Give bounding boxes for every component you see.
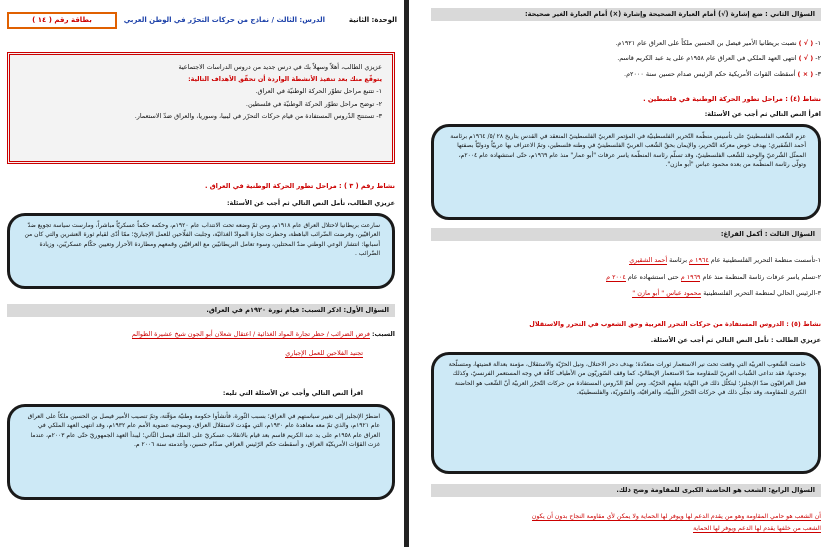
- goal-item: ١- تتتبع مراحل تطوّر الحركة الوطنيّة في العراق.: [255, 87, 382, 96]
- activity-3-title: نشاط رقم ( ٣ ) : مراحل تطور الحركة الوطنية في العراق .: [204, 182, 395, 190]
- question-4-answer: [431, 511, 821, 535]
- answer-line: الشعب من خلفها يقدم لها الدعم ويوفر لها الحماية: [693, 524, 821, 532]
- question-1-answer: [7, 330, 395, 339]
- blank-answer: ١٩٦٩ م: [680, 272, 701, 281]
- expected-goals-heading: يتوقّع منك بعد تنفيذ الأنشطة الواردة أن تحقّق الأهداف التالية:: [188, 75, 382, 84]
- question-1-bar: [7, 304, 395, 317]
- question-3-bar: [431, 228, 821, 241]
- card-number-box: [7, 12, 117, 29]
- true-false-item: ٢- ( √ ) انتهى العهد الملكي في العراق عام ١٩٥٨م على يد عبد الكريم قاسم.: [617, 54, 821, 63]
- iraq-occupation-text: سارعت بريطانيا لاحتلال العراق عام ١٩١٨م، ومن ثمّ وضعه تحت الانتداب عام ١٩٢٠م، وحكمه حكماً عسكريّاً مباشراً، ومارست سياسة تجويع ضدّ العراقيّين، وفرضت الضّرائب الباهظة، وحظرت تجارة الموادّ الغذائيّة، وجلبت الفلّاحين للعمل الإجباريّ؛ ممّا أدّى لقيام ثورة العشرين والتي كان من أسبابها: انتشار الوعي الوطني ضدّ المحتلين، وسوء تعامل البريطانيّين مع العراقيّين وقمعهم ومطاردة الأحرار وتعيين حكّام عسكريّين، وزيادة الضّرائب .: [7, 213, 395, 289]
- answer-mark: ( √ ): [798, 54, 814, 63]
- true-false-item: ١- ( √ ) نصبت بريطانيا الأمير فيصل بن الحسين ملكاً على العراق عام ١٩٢١م.: [615, 39, 821, 47]
- goal-item: ٢- توضح مراحل تطوّر الحركة الوطنيّة في فلسطين.: [245, 99, 382, 108]
- left-page: [0, 0, 403, 547]
- card-label: بطاقة رقم: [54, 16, 92, 24]
- question-4-title: السؤال الرابع: الشعب هو الحاضنة الكبرى للمقاومة وضح ذلك.: [616, 486, 815, 494]
- unit-label: الوحدة: الثانية: [348, 16, 397, 24]
- activity-3-instruction: عزيزي الطالب، تأمل النص التالي ثم أجب عن الأسئلة:: [227, 199, 395, 207]
- question-4-bar: [431, 484, 821, 497]
- cause-label: السبب:: [371, 330, 395, 338]
- goal-item: ٣- تستنتج الدّروس المستفادة من قيام حركات التحرّر في ليبيا، وسوريا، والعراق ضدّ الاستعمار.: [134, 111, 382, 120]
- true-false-item: ٣- ( × ) أسقطت القوات الأمريكية حكم الرئيس صدام حسين سنة ٢٠٠٠م.: [624, 69, 821, 78]
- liberation-lessons-text: خاضت الشّعوب العربيّة التي وقعت تحت نير الاستعمار ثورات متعدّدة؛ بهدف دحر الاحتلال، ونيل الحرّيّة والاستقلال، مؤمنة بعدالة قضيتها، ومتسلّحة بوحدتها، فقد تداعى الشّباب العربيّ للمقاومة ضدّ الاستعمار الإيطاليّ، كما وقف السّوريّون من الأطياف كافّة في وجه المستعمر الفرنسيّ، وكذلك فعل العراقيّون ضدّ الإنجليز؛ ليتكلّل ذلك في النّهاية بنيلهم الحرّيّة. ومن أهمّ الدّروس المستفادة من حركات التّحرّر العربيّة أنّ الشّعب هو الحاضنة الكبرى للمقاومة، وقد تجلّى ذلك في حركات التّحرّر اللّيبيّة، والعراقيّة، والسّوريّة، والفلسطينيّة.: [431, 352, 821, 474]
- right-page: [424, 0, 827, 547]
- activity-4-title: نشاط (٤) : مراحل تطور الحركة الوطنية في فلسطين .: [643, 95, 821, 103]
- question-2-title: السؤال الثاني : ضع إشارة (√) أمام العبارة الصحيحة وإشارة (×) أمام العبارة الغير صحيحة:: [525, 10, 815, 18]
- fill-blank-item: ٢-تسلم ياسر عرفات رئاسة المنظمة منذ عام ١٩٦٩ م حتى استشهاده عام ٢٠٠٤ م: [606, 272, 821, 281]
- iraq-monarchy-text: اضطرّ الإنجليز إلى تغيير سياستهم في العراق؛ بسبب الثّورة، فأنشأوا حكومة وطنيّة مؤقّتة، وتمّ تنصيب الأمير فيصل بن الحسين ملكاً على العراق عام ١٩٢١م، والذي تمّ معه معاهدة عام ١٩٣٠م، التي مهّدت لاستقلال العراق، وبموجبه عضوية الأمم عام ١٩٣٢م، وقد انتهى العهد الملكي في العراق عام ١٩٥٨م على يد عبد الكريم قاسم بعد قيام بالانقلاب عسكريّ على الملك فيصل الثّاني؛ ليبدأ العهد الجمهوريّ حتّى عام ٢٠٠٣م، عندما غزت القوّات الأمريكيّة العراق، و أسقطت حكم الرّئيس العراقي صدّام حسين، وأعدمته سنة ٢٠٠٦ م.: [7, 404, 395, 500]
- fill-blank-item: ٣-الرئيس الحالي لمنظمة التحرير الفلسطينية محمود عباس " أبو مازن ": [632, 289, 821, 298]
- activity-5-instruction: عزيزي الطالب : تأمل النص التالي ثم أجب عن الأسئلة.: [650, 336, 821, 344]
- lesson-title: الدرس: الثالث / نماذج من حركات التحرّر في الوطن العربي: [123, 16, 325, 24]
- answer-line: فرض الضرائب / حظر تجارة المواد الغذائية / اعتقال شعلان أبو الجون شيخ عشيرة الظوالم: [131, 330, 370, 338]
- blank-answer: ١٩٦٤ م: [689, 256, 709, 264]
- question-1-answer-2: [285, 349, 363, 358]
- page-header: [7, 10, 397, 34]
- blank-answer: أحمد الشقيري: [629, 256, 668, 264]
- answer-line: تجنيد الفلاحين للعمل الإجباري: [285, 349, 363, 357]
- question-2-intro: اقرأ النص التالي وأجب عن الأسئلة التي تليه:: [222, 389, 363, 397]
- blank-answer: ٢٠٠٤ م: [606, 272, 626, 281]
- card-number: ( ١٤ ): [32, 16, 52, 24]
- activity-5-title: نشاط (٥) : الدروس المستفادة من حركات التحرر العربية وحق الشعوب في التحرر والاستقلال: [529, 320, 821, 328]
- greeting-text: عزيزي الطالب، أهلاً وسهلاً بك في درس جديد من دروس الدراسات الاجتماعية: [178, 63, 382, 71]
- answer-mark: ( × ): [797, 69, 814, 78]
- question-3-title: السؤال الثالث : أكمل الفراغ:: [720, 230, 815, 238]
- fill-blank-list: [431, 252, 821, 302]
- intro-box: [7, 52, 395, 164]
- true-false-list: [431, 36, 821, 82]
- question-1-title: السؤال الأول: اذكر السبب: قيام ثورة ١٩٢٠م في العراق.: [206, 306, 389, 314]
- palestine-text: عزم الشّعب الفلسطينيّ على تأسيس منظّمة التّحرير الفلسطينيّة في المؤتمر العربيّ الفلسطينيّ المنعقد في القدس بتاريخ ٢٨ /٥/ ١٩٦٤م برئاسة أحمد الشّقيري؛ بهدف خوض معركة التّحرير، والإيمان بحقّ الشّعب العربيّ الفلسطينيّ في وطنه فلسطين، وتمّ الاعتراف بها عربيّاً ودوليّاً بصفتها الممثّل الشّرعيّ والوحيد للشّعب الفلسطينيّ، وقد تسلّم رئاسة المنظّمة ياسر عرفات "أبو عمار" منذ عام ١٩٦٩م، حتّى استشهاده عام ٢٠٠٤م، وتولّى رئاسة المنظّمة من بعده محمود عباس "أبو مازن".: [431, 124, 821, 220]
- answer-mark: ( √ ): [798, 39, 814, 47]
- activity-4-instruction: اقرأ النص التالي ثم أجب عن الأسئلة:: [704, 110, 821, 118]
- blank-answer: محمود عباس " أبو مازن ": [632, 289, 702, 298]
- fill-blank-item: ١-تأسست منظمة التحرير الفلسطينية عام ١٩٦٤ م برئاسة أحمد الشقيري: [629, 256, 821, 264]
- question-2-bar: [431, 8, 821, 21]
- page-divider: [404, 0, 409, 547]
- answer-line: أن الشعب هو حامي المقاومة وهو من يقدم الدعم لها ويوفر لها الحماية ولا يمكن لأي مقاومة النجاح بدون أن يكون: [531, 513, 821, 520]
